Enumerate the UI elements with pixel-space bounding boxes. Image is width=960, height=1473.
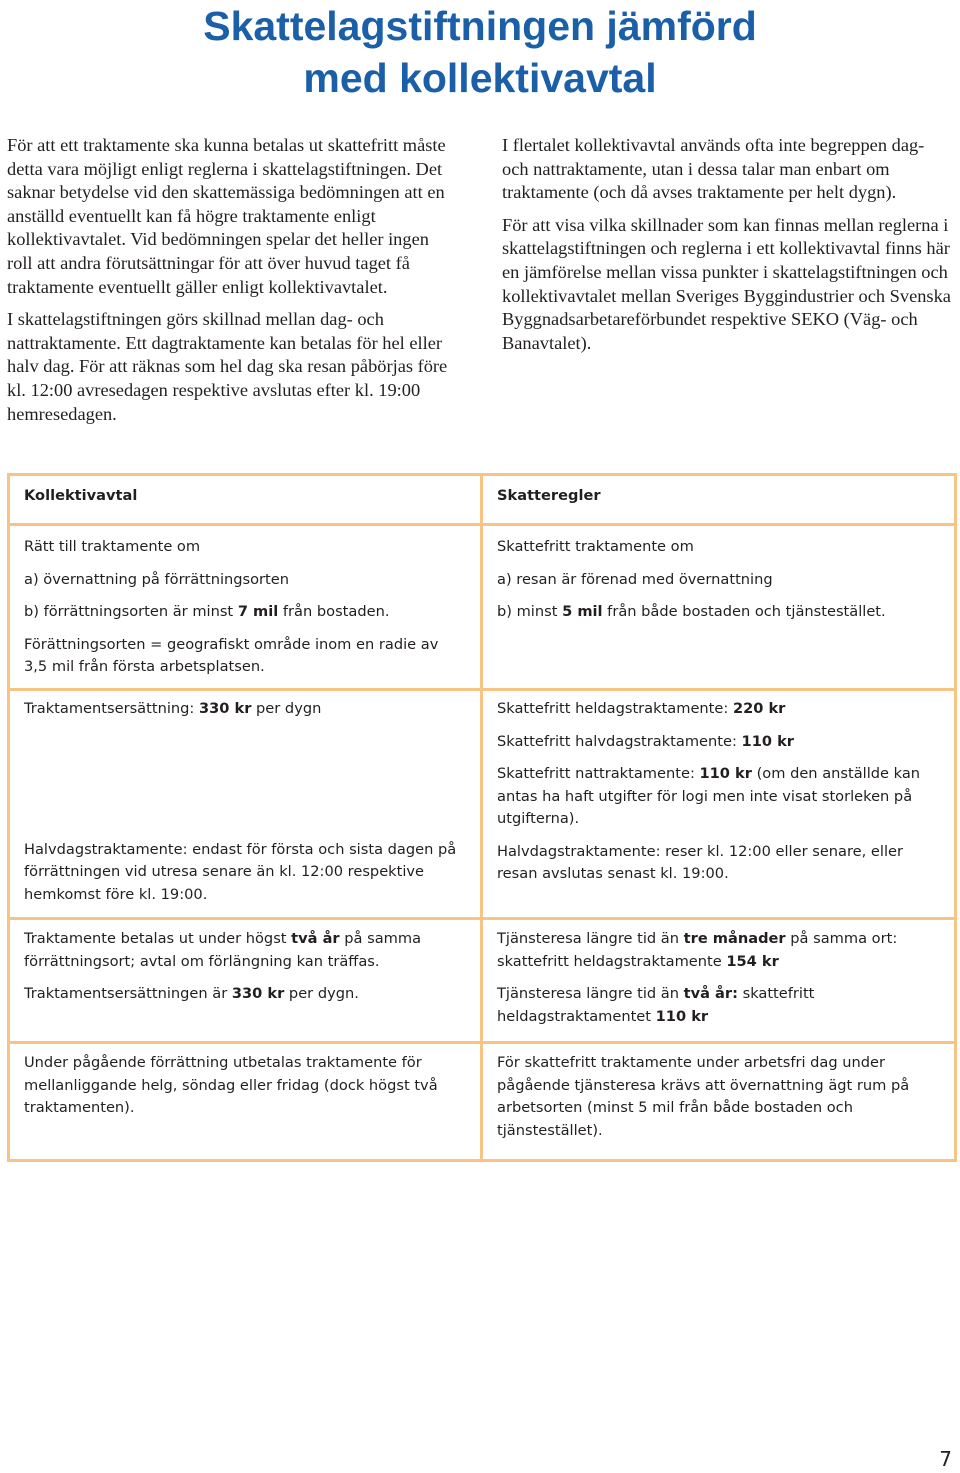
intro-paragraph: För att visa vilka skillnader som kan finnas mellan reglerna i skattelagstiftningen och reglerna i ett kollektivavtal finns här en jämförelse mellan vissa punkter i skattelagstiftningen och kollektivavtalet mellan Sveriges Byggindustrier och Svenska Byggnadsarbetareförbundet respektive SEKO (Väg- och Banavtalet). <box>502 214 951 353</box>
cell-text: Traktamente betalas ut under högst två år på samma förrättningsort; avtal om förlängning kan träffas. <box>24 930 422 970</box>
cell-skatteregler <box>482 525 956 690</box>
cell-skatteregler <box>482 1043 956 1161</box>
page-title-line-2: med kollektivavtal <box>303 55 657 101</box>
intro-right-column <box>502 134 952 364</box>
cell-text: Rätt till traktamente om <box>24 538 201 555</box>
header-kollektivavtal: Kollektivavtal <box>9 475 482 525</box>
cell-text: b) minst 5 mil från både bostaden och tjänstestället. <box>497 603 886 620</box>
page-number: 7 <box>939 1447 952 1471</box>
cell-skatteregler <box>482 690 956 919</box>
table-row <box>9 1043 956 1161</box>
cell-text: Skattefritt halvdagstraktamente: 110 kr <box>497 732 794 750</box>
intro-paragraph: I flertalet kollektivavtal används ofta inte begreppen dag- och nattraktamente, utan i dessa talar man enbart om traktamente (och då avses traktamente per helt dygn). <box>502 135 925 203</box>
cell-text: Skattefritt traktamente om <box>497 538 694 555</box>
cell-text: Skattefritt nattraktamente: 110 kr (om den anställde kan antas ha haft utgifter för logi men inte visat storleken på utgifterna). <box>497 765 921 827</box>
cell-kollektivavtal <box>9 1043 482 1161</box>
cell-text: Tjänsteresa längre tid än två år: skattefritt heldagstraktamentet 110 kr <box>497 985 815 1025</box>
page-title-line-1: Skattelagstiftningen jämförd <box>203 3 757 49</box>
comparison-table <box>7 473 957 1162</box>
cell-text: Tjänsteresa längre tid än tre månader på samma ort: skattefritt heldagstraktamente 154 kr <box>497 930 898 970</box>
cell-text: a) resan är förenad med övernattning <box>497 570 773 588</box>
cell-kollektivavtal <box>9 919 482 1043</box>
intro-left-column <box>7 134 455 435</box>
cell-text: Traktamentsersättningen är 330 kr per dygn. <box>24 985 359 1002</box>
page-title <box>0 0 960 104</box>
cell-text: b) förrättningsorten är minst 7 mil från bostaden. <box>24 603 390 620</box>
table-header-row <box>9 475 956 525</box>
cell-kollektivavtal <box>9 525 482 690</box>
intro-paragraph: I skattelagstiftningen görs skillnad mellan dag- och nattraktamente. Ett dagtraktamente kan betalas för hel eller halv dag. För att räknas som hel dag ska resan påbörjas före kl. 12:00 avresedagen respektive avslutas efter kl. 19:00 hemresedagen. <box>7 309 448 424</box>
intro-paragraph: För att ett traktamente ska kunna betalas ut skattefritt måste detta vara möjligt enligt reglerna i skattelagstiftningen. Det saknar betydelse vid den skattemässiga bedömningen att en anställd eventuellt kan få högre traktamente enligt kollektivavtalet. Vid bedömningen spelar det heller ingen roll att andra förutsättningar för att över huvud taget få traktamente eventuellt gäller enligt kollektivavtalet. <box>7 135 446 297</box>
table-row <box>9 919 956 1043</box>
table-row <box>9 525 956 690</box>
cell-text: Halvdagstraktamente: endast för första och sista dagen på förrättningen vid utresa senare än kl. 12:00 respektive hemkomst före kl. 19:00. <box>24 840 457 903</box>
cell-text: För skattefritt traktamente under arbetsfri dag under pågående tjänsteresa krävs att övernattning ägt rum på arbetsorten (minst 5 mil från både bostaden och tjänstestället). <box>497 1054 910 1139</box>
table-row <box>9 690 956 919</box>
cell-text: Skattefritt heldagstraktamente: 220 kr <box>497 700 786 717</box>
cell-text: Under pågående förrättning utbetalas traktamente för mellanliggande helg, söndag eller fridag (dock högst två traktamenten). <box>24 1054 438 1116</box>
cell-kollektivavtal <box>9 690 482 919</box>
cell-text: Förättningsorten = geografiskt område inom en radie av 3,5 mil från första arbetsplatsen. <box>24 635 439 675</box>
cell-skatteregler <box>482 919 956 1043</box>
cell-text: Halvdagstraktamente: reser kl. 12:00 eller senare, eller resan avslutas senast kl. 19:00. <box>497 842 904 882</box>
cell-text: Traktamentsersättning: 330 kr per dygn <box>24 700 322 717</box>
cell-text: a) övernattning på förrättningsorten <box>24 570 289 588</box>
header-skatteregler: Skatteregler <box>482 475 956 525</box>
